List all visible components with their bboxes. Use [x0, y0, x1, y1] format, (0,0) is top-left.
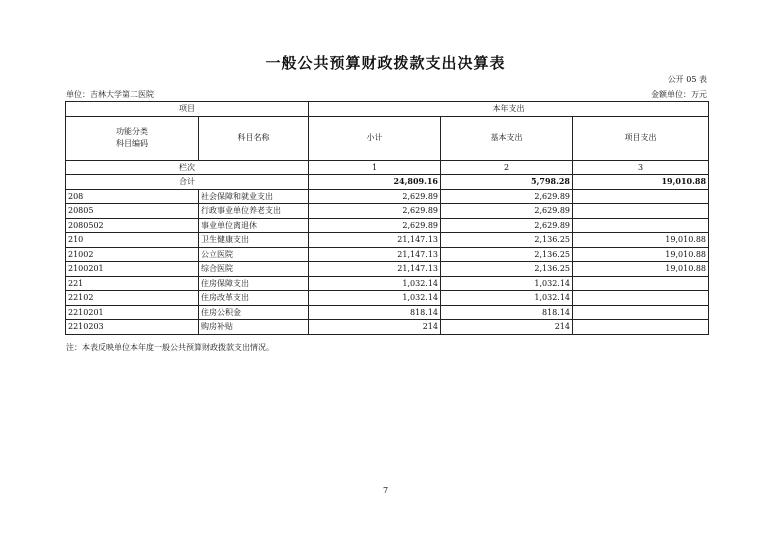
basic-value: 2,136.25 [441, 262, 573, 277]
expenditure-table [65, 101, 709, 335]
project-value: 19,010.88 [573, 247, 709, 262]
subject-code: 22102 [66, 291, 199, 306]
subtotal-value: 1,032.14 [309, 291, 441, 306]
subject-code: 208 [66, 189, 199, 204]
subject-code: 2100201 [66, 262, 199, 277]
subtotal-value: 2,629.89 [309, 218, 441, 233]
subtotal-value: 2,629.89 [309, 189, 441, 204]
basic-value: 2,629.89 [441, 218, 573, 233]
header-basic: 基本支出 [441, 116, 573, 160]
table-row [66, 247, 709, 262]
subtotal-value: 2,629.89 [309, 204, 441, 219]
subject-name: 行政事业单位养老支出 [199, 204, 309, 219]
header-func-class-line1: 功能分类 [116, 127, 148, 136]
subject-code: 2210201 [66, 305, 199, 320]
header-subject-name: 科目名称 [199, 116, 309, 160]
subject-code: 221 [66, 276, 199, 291]
total-row [66, 175, 709, 190]
project-value [573, 276, 709, 291]
subject-code: 2210203 [66, 320, 199, 335]
reporting-unit: 单位：吉林大学第二医院 [66, 90, 154, 99]
subtotal-value: 1,032.14 [309, 276, 441, 291]
column-index-3: 3 [573, 160, 709, 175]
column-index-1: 1 [309, 160, 441, 175]
header-project-exp: 项目支出 [573, 116, 709, 160]
subject-name: 住房改革支出 [199, 291, 309, 306]
basic-value: 214 [441, 320, 573, 335]
subject-name: 事业单位离退休 [199, 218, 309, 233]
total-project: 19,010.88 [573, 175, 709, 190]
amount-unit: 金额单位：万元 [651, 90, 707, 99]
column-index-2: 2 [441, 160, 573, 175]
project-value [573, 320, 709, 335]
basic-value: 2,629.89 [441, 204, 573, 219]
subject-name: 社会保障和就业支出 [199, 189, 309, 204]
subtotal-value: 818.14 [309, 305, 441, 320]
project-value [573, 218, 709, 233]
report-title: 一般公共预算财政拨款支出决算表 [265, 54, 506, 72]
subject-code: 21002 [66, 247, 199, 262]
column-index-row [66, 160, 709, 175]
page-number: 7 [382, 486, 389, 495]
header-row-1 [66, 102, 709, 117]
header-subtotal: 小计 [309, 116, 441, 160]
table-row [66, 204, 709, 219]
project-value: 19,010.88 [573, 233, 709, 248]
header-func-class [66, 116, 199, 160]
table-row [66, 233, 709, 248]
column-index-label: 栏次 [66, 160, 309, 175]
table-row [66, 262, 709, 277]
subject-name: 公立医院 [199, 247, 309, 262]
header-current-year: 本年支出 [309, 102, 709, 117]
subject-code: 20805 [66, 204, 199, 219]
header-func-class-line2: 科目编码 [116, 139, 148, 148]
table-row [66, 189, 709, 204]
header-project: 项目 [66, 102, 309, 117]
basic-value: 1,032.14 [441, 276, 573, 291]
total-subtotal: 24,809.16 [309, 175, 441, 190]
project-value: 19,010.88 [573, 262, 709, 277]
subject-name: 住房公积金 [199, 305, 309, 320]
total-basic: 5,798.28 [441, 175, 573, 190]
header-row-2 [66, 116, 709, 160]
table-row [66, 320, 709, 335]
subject-name: 综合医院 [199, 262, 309, 277]
table-row [66, 276, 709, 291]
subtotal-value: 21,147.13 [309, 233, 441, 248]
basic-value: 2,136.25 [441, 233, 573, 248]
basic-value: 2,629.89 [441, 189, 573, 204]
subject-name: 购房补贴 [199, 320, 309, 335]
subtotal-value: 214 [309, 320, 441, 335]
table-row [66, 291, 709, 306]
subject-name: 卫生健康支出 [199, 233, 309, 248]
project-value [573, 204, 709, 219]
basic-value: 818.14 [441, 305, 573, 320]
project-value [573, 189, 709, 204]
basic-value: 1,032.14 [441, 291, 573, 306]
subject-code: 210 [66, 233, 199, 248]
table-row [66, 218, 709, 233]
project-value [573, 291, 709, 306]
footnote: 注：本表反映单位本年度一般公共预算财政拨款支出情况。 [66, 343, 274, 352]
basic-value: 2,136.25 [441, 247, 573, 262]
subtotal-value: 21,147.13 [309, 262, 441, 277]
form-number: 公开 05 表 [667, 75, 707, 84]
subtotal-value: 21,147.13 [309, 247, 441, 262]
subject-name: 住房保障支出 [199, 276, 309, 291]
total-label: 合计 [66, 175, 309, 190]
table-row [66, 305, 709, 320]
subject-code: 2080502 [66, 218, 199, 233]
project-value [573, 305, 709, 320]
